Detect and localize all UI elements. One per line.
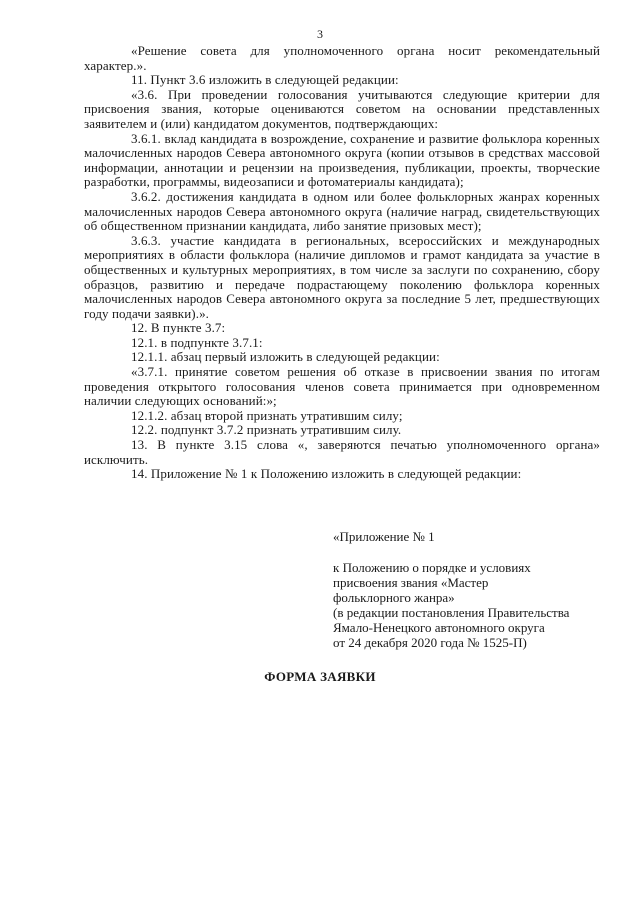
paragraph-criteria-3-6-3: 3.6.3. участие кандидата в региональных, всероссийских и международных мероприятиях в области фольклора (наличие дипломов и грамот кандидата за участие в общественных и культурных мероприятиях, в том числе за заслуги по сохранению, сбору образцов, развитию и передаче подрастающему поколению фольклора коренных малочисленных народов Севера автономного округа за последние 5 лет, предшествующих году подачи заявки).». <box>84 232 600 321</box>
paragraph-item-12-2: 12.2. подпункт 3.7.2 признать утратившим силу. <box>131 422 402 438</box>
paragraph-criteria-3-6-1: 3.6.1. вклад кандидата в возрождение, сохранение и развитие фольклора коренных малочисленных народов Севера автономного округа (копии отзывов в средствах массовой информации, аннотации и рецензии на произведения, публикации, проекты, творческие разработки, программы, видеозаписи и фотоматериалы кандидата); <box>84 130 600 190</box>
paragraph-decision-note: «Решение совета для уполномоченного органа носит рекомендательный характер.». <box>84 43 600 73</box>
form-title: ФОРМА ЗАЯВКИ <box>264 669 376 684</box>
paragraph-item-12: 12. В пункте 3.7: <box>131 320 226 336</box>
paragraph-item-3-7-1: «3.7.1. принятие советом решения об отказе в присвоении звания по итогам проведения открытого голосования членов совета принимается при одновременном наличии следующих оснований:»; <box>84 364 600 409</box>
appendix-line: Ямало-Ненецкого автономного округа <box>333 620 545 635</box>
appendix-header <box>333 529 613 650</box>
appendix-line: к Положению о порядке и условиях <box>333 560 531 575</box>
appendix-spacer <box>333 544 613 560</box>
appendix-line: присвоения звания «Мастер <box>333 575 489 590</box>
appendix-line: фольклорного жанра» <box>333 590 455 605</box>
paragraph-item-12-1-1: 12.1.1. абзац первый изложить в следующей редакции: <box>131 349 440 365</box>
paragraph-item-12-1: 12.1. в подпункте 3.7.1: <box>131 334 263 350</box>
page-number: 3 <box>317 27 323 41</box>
paragraph-item-12-1-2: 12.1.2. абзац второй признать утратившим силу; <box>131 407 403 423</box>
appendix-line: от 24 декабря 2020 года № 1525-П) <box>333 635 527 650</box>
paragraph-criteria-3-6-2: 3.6.2. достижения кандидата в одном или более фольклорных жанрах коренных малочисленных народов Севера автономного округа (наличие наград, свидетельствующих об общественном признании кандидата, либо занятие призовых мест); <box>84 188 600 234</box>
paragraph-item-11: 11. Пункт 3.6 изложить в следующей редакции: <box>131 72 399 88</box>
appendix-line: (в редакции постановления Правительства <box>333 605 570 620</box>
paragraph-item-14: 14. Приложение № 1 к Положению изложить в следующей редакции: <box>131 466 522 482</box>
appendix-title: «Приложение № 1 <box>333 529 435 544</box>
paragraph-item-13: 13. В пункте 3.15 слова «, заверяются печатью уполномоченного органа» исключить. <box>84 437 600 467</box>
document-body <box>84 44 600 482</box>
paragraph-criteria-3-6: «3.6. При проведении голосования учитываются следующие критерии для присвоения звания, которые оцениваются советом на основании представленных заявителем и (или) кандидатом документов, подтверждающих: <box>84 86 600 131</box>
